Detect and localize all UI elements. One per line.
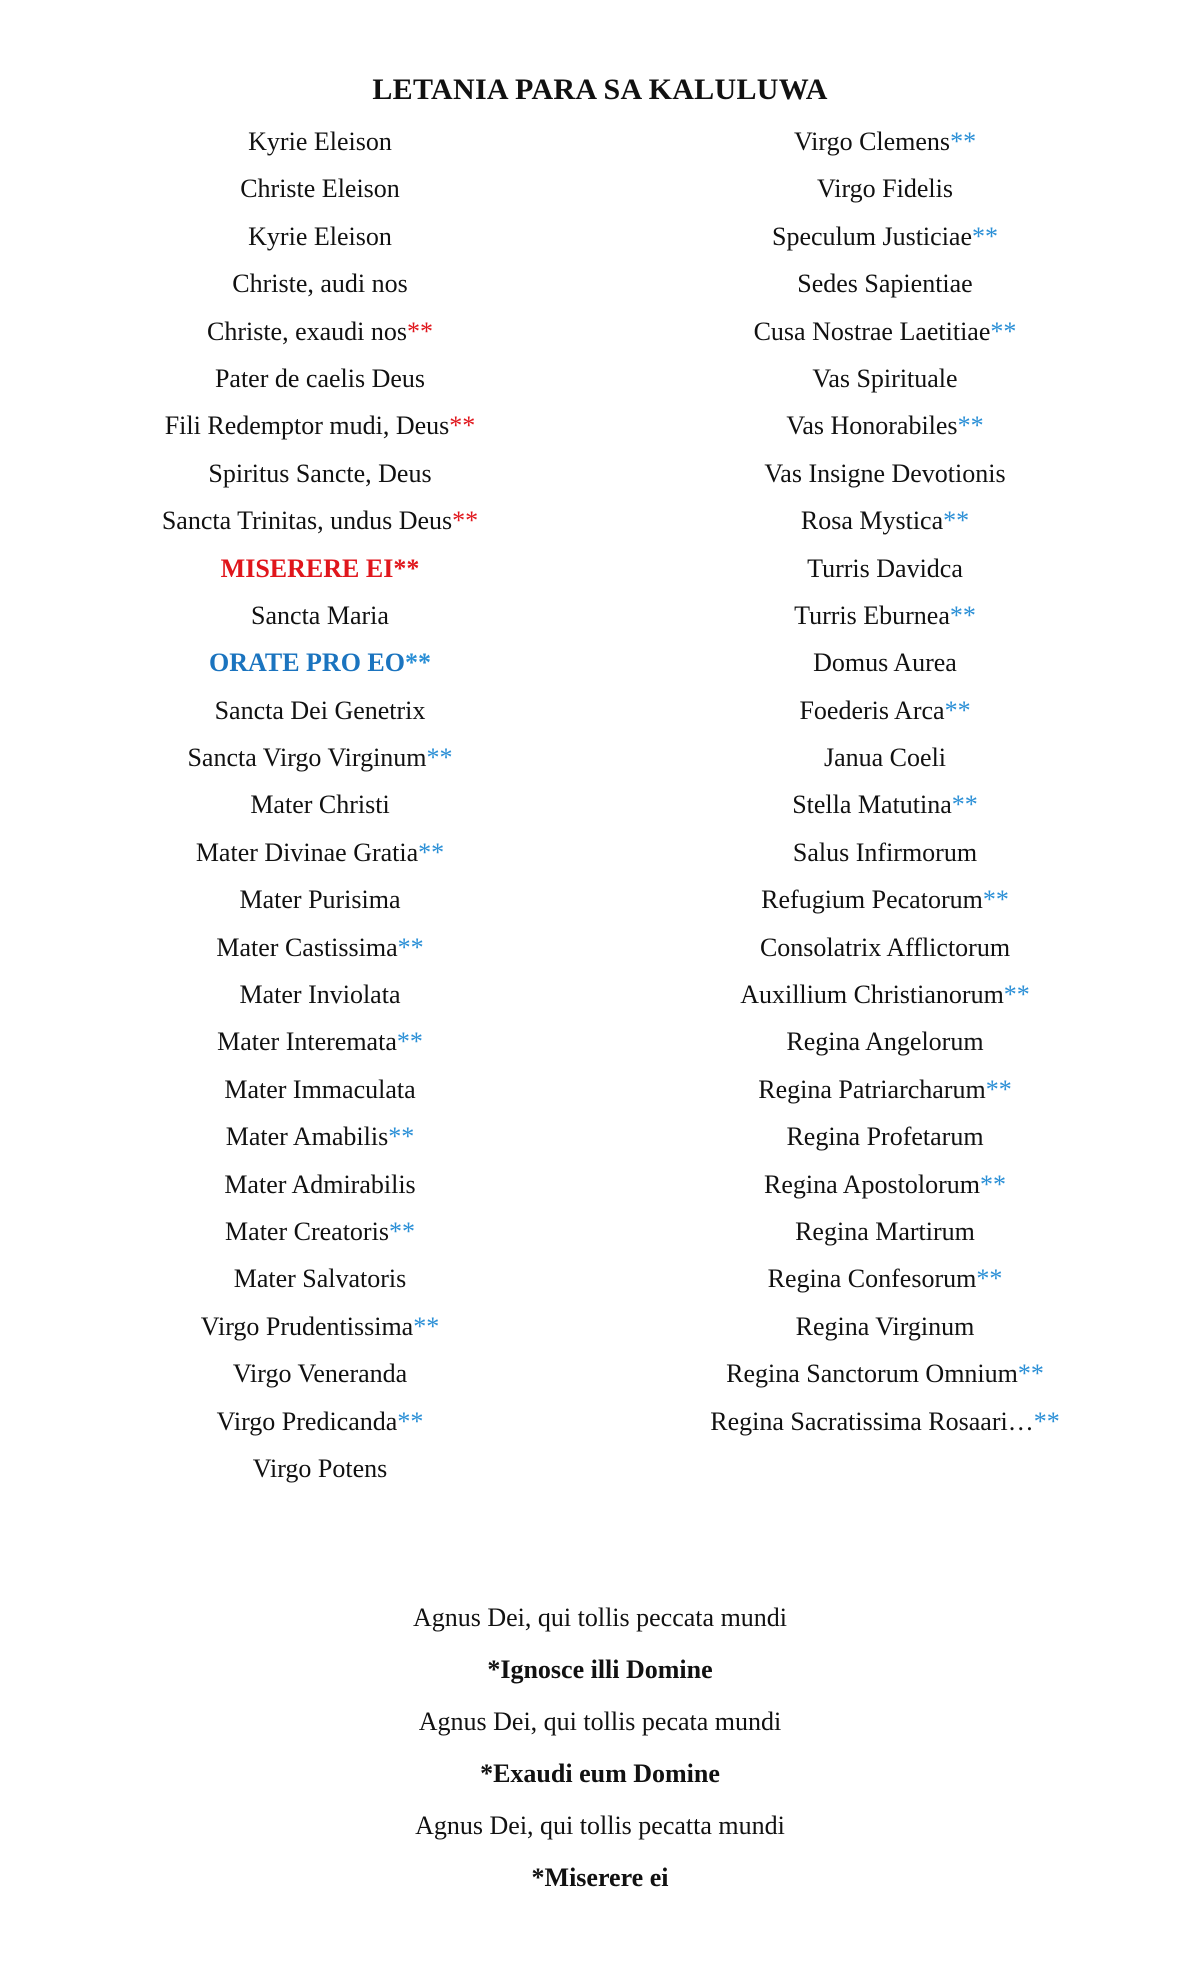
litany-line [20, 450, 620, 497]
litany-line [20, 1161, 620, 1208]
litany-line [585, 734, 1185, 781]
litany-line-text: Pater de caelis Deus [214, 363, 426, 393]
litany-line [20, 971, 620, 1018]
litany-line [585, 1350, 1185, 1397]
litany-line-text: Consolatrix Afflictorum [759, 932, 1011, 962]
litany-line-text: Janua Coeli [823, 743, 947, 773]
response-marker: ** [944, 695, 971, 725]
litany-right-column [585, 118, 1185, 1445]
closing-response: *Ignosce illi Domine [487, 1655, 713, 1684]
litany-line [585, 1066, 1185, 1113]
response-marker: ** [943, 506, 970, 536]
litany-line [585, 639, 1185, 686]
litany-line-text: Mater Castissima [216, 932, 398, 962]
litany-line-text: Christe, exaudi nos [206, 316, 408, 346]
response-marker: ** [949, 600, 976, 630]
response-marker: ** [957, 411, 984, 441]
litany-line-text: Kyrie Eleison [248, 221, 392, 251]
litany-line-text: Salus Infirmorum [792, 837, 978, 867]
response-marker: ** [950, 127, 977, 156]
response-marker: ** [388, 1216, 415, 1246]
closing-response: *Exaudi eum Domine [480, 1759, 720, 1788]
litany-line [585, 924, 1185, 971]
response-marker: ** [452, 506, 479, 536]
litany-line-text: Sancta Dei Genetrix [214, 695, 426, 725]
litany-line-text: Mater Interemata [217, 1027, 397, 1057]
litany-line-text: Rosa Mystica [800, 506, 944, 536]
litany-line [585, 308, 1185, 355]
litany-line-text: Sedes Sapientiae [797, 269, 973, 299]
litany-line-text: Virgo Fidelis [817, 174, 953, 204]
litany-line-text: Mater Creatoris [225, 1216, 389, 1246]
litany-line-text: ORATE PRO EO [209, 648, 405, 678]
litany-line-text: Virgo Prudentissima [200, 1311, 414, 1341]
litany-line-text: Regina Sacratissima Rosaari… [710, 1406, 1034, 1436]
litany-line [20, 781, 620, 828]
closing-invocation: Agnus Dei, qui tollis pecata mundi [418, 1707, 782, 1736]
litany-line [585, 260, 1185, 307]
litany-line [585, 1113, 1185, 1160]
litany-line-text: Foederis Arca [799, 695, 945, 725]
litany-line [585, 1018, 1185, 1065]
litany-line [20, 639, 620, 686]
response-marker: ** [976, 1264, 1003, 1294]
litany-line-text: Kyrie Eleison [248, 127, 392, 156]
litany-line [20, 1018, 620, 1065]
litany-line [585, 1303, 1185, 1350]
litany-line [20, 1303, 620, 1350]
litany-line-text: Auxillium Christianorum [740, 980, 1004, 1010]
response-marker: ** [404, 648, 431, 678]
litany-line [20, 687, 620, 734]
litany-line [20, 545, 620, 592]
litany-line [20, 118, 620, 165]
litany-line [585, 829, 1185, 876]
litany-line [20, 1208, 620, 1255]
litany-line [585, 355, 1185, 402]
response-marker: ** [982, 885, 1009, 915]
litany-line [585, 1161, 1185, 1208]
litany-line-text: Regina Martirum [795, 1216, 975, 1246]
litany-line-text: Sancta Virgo Virginum [187, 743, 427, 773]
litany-line-text: Regina Apostolorum [764, 1169, 980, 1199]
litany-line [20, 1255, 620, 1302]
litany-line [585, 971, 1185, 1018]
response-marker: ** [1017, 1359, 1044, 1389]
litany-line-text: Cusa Nostrae Laetitiae [753, 316, 991, 346]
litany-line-text: Christe Eleison [240, 174, 400, 204]
litany-line-text: Mater Amabilis [225, 1122, 389, 1152]
closing-invocation: Agnus Dei, qui tollis peccata mundi [412, 1603, 788, 1632]
closing-invocation: Agnus Dei, qui tollis pecatta mundi [415, 1811, 785, 1840]
litany-line [20, 734, 620, 781]
response-marker: ** [951, 790, 978, 820]
response-marker: ** [1033, 1406, 1060, 1436]
litany-line [20, 402, 620, 449]
page-title: LETANIA PARA SA KALULUWA [372, 73, 828, 106]
litany-line-text: Regina Virginum [795, 1311, 975, 1341]
litany-line-text: MISERERE EI [220, 553, 394, 583]
litany-line-text: Stella Matutina [792, 790, 952, 820]
response-marker: ** [426, 743, 453, 773]
response-marker: ** [396, 1027, 423, 1057]
litany-line-text: Sancta Trinitas, undus Deus [161, 506, 453, 536]
litany-line [20, 260, 620, 307]
litany-line [585, 545, 1185, 592]
litany-line-text: Virgo Clemens [793, 127, 951, 156]
litany-line-text: Mater Purisima [239, 885, 401, 915]
response-marker: ** [985, 1074, 1012, 1104]
response-marker: ** [407, 316, 434, 346]
litany-line [20, 876, 620, 923]
litany-left-column [20, 118, 620, 1492]
litany-line-text: Virgo Potens [252, 1453, 388, 1483]
litany-line [20, 1398, 620, 1445]
litany-line-text: Mater Divinae Gratia [195, 837, 419, 867]
response-marker: ** [397, 932, 424, 962]
litany-line-text: Fili Redemptor mudi, Deus [164, 411, 450, 441]
response-marker: ** [449, 411, 476, 441]
litany-line-text: Regina Confesorum [767, 1264, 977, 1294]
litany-line [20, 1445, 620, 1492]
litany-line-text: Spiritus Sancte, Deus [208, 458, 432, 488]
closing-response: *Miserere ei [531, 1863, 669, 1892]
litany-line-text: Christe, audi nos [232, 269, 408, 299]
response-marker: ** [413, 1311, 440, 1341]
litany-line-text: Virgo Predicanda [216, 1406, 398, 1436]
litany-line [20, 497, 620, 544]
response-marker: ** [393, 553, 420, 583]
litany-line-text: Vas Insigne Devotionis [764, 458, 1006, 488]
litany-line-text: Regina Profetarum [786, 1122, 984, 1152]
agnus-dei-closing [0, 1592, 1200, 1904]
litany-line [20, 213, 620, 260]
response-marker: ** [397, 1406, 424, 1436]
litany-line [20, 924, 620, 971]
litany-line [20, 1066, 620, 1113]
litany-line [585, 402, 1185, 449]
response-marker: ** [972, 221, 998, 251]
litany-line [585, 592, 1185, 639]
litany-line [585, 118, 1185, 165]
litany-line-text: Mater Inviolata [239, 980, 401, 1010]
litany-line [20, 355, 620, 402]
litany-line [585, 687, 1185, 734]
litany-line [20, 829, 620, 876]
litany-line [585, 781, 1185, 828]
litany-line-text: Refugium Pecatorum [761, 885, 983, 915]
response-marker: ** [388, 1122, 415, 1152]
response-marker: ** [1003, 980, 1030, 1010]
litany-line [585, 497, 1185, 544]
litany-line [20, 592, 620, 639]
litany-line [585, 1208, 1185, 1255]
litany-line-text: Vas Honorabiles [786, 411, 958, 441]
response-marker: ** [979, 1169, 1006, 1199]
litany-line-text: Mater Immaculata [224, 1074, 416, 1104]
litany-line-text: Regina Angelorum [786, 1027, 984, 1057]
response-marker: ** [990, 316, 1017, 346]
litany-line-text: Mater Admirabilis [224, 1169, 416, 1199]
litany-line [585, 213, 1185, 260]
litany-line-text: Sancta Maria [251, 600, 389, 630]
litany-line-text: Speculum Justiciae [771, 221, 972, 251]
litany-line [20, 1350, 620, 1397]
litany-line [585, 450, 1185, 497]
litany-line-text: Regina Patriarcharum [758, 1074, 986, 1104]
litany-line [20, 1113, 620, 1160]
litany-line-text: Turris Davidca [807, 553, 963, 583]
litany-line-text: Regina Sanctorum Omnium [726, 1359, 1018, 1389]
litany-line-text: Virgo Veneranda [232, 1359, 408, 1389]
litany-line [585, 1255, 1185, 1302]
litany-line [20, 308, 620, 355]
litany-line-text: Mater Salvatoris [233, 1264, 407, 1294]
litany-line-text: Domus Aurea [813, 648, 957, 678]
response-marker: ** [418, 837, 445, 867]
litany-line-text: Vas Spirituale [812, 363, 958, 393]
litany-line [585, 165, 1185, 212]
litany-line-text: Mater Christi [250, 790, 390, 820]
litany-line [585, 876, 1185, 923]
litany-line [585, 1398, 1185, 1445]
litany-line-text: Turris Eburnea [794, 600, 950, 630]
litany-line [20, 165, 620, 212]
